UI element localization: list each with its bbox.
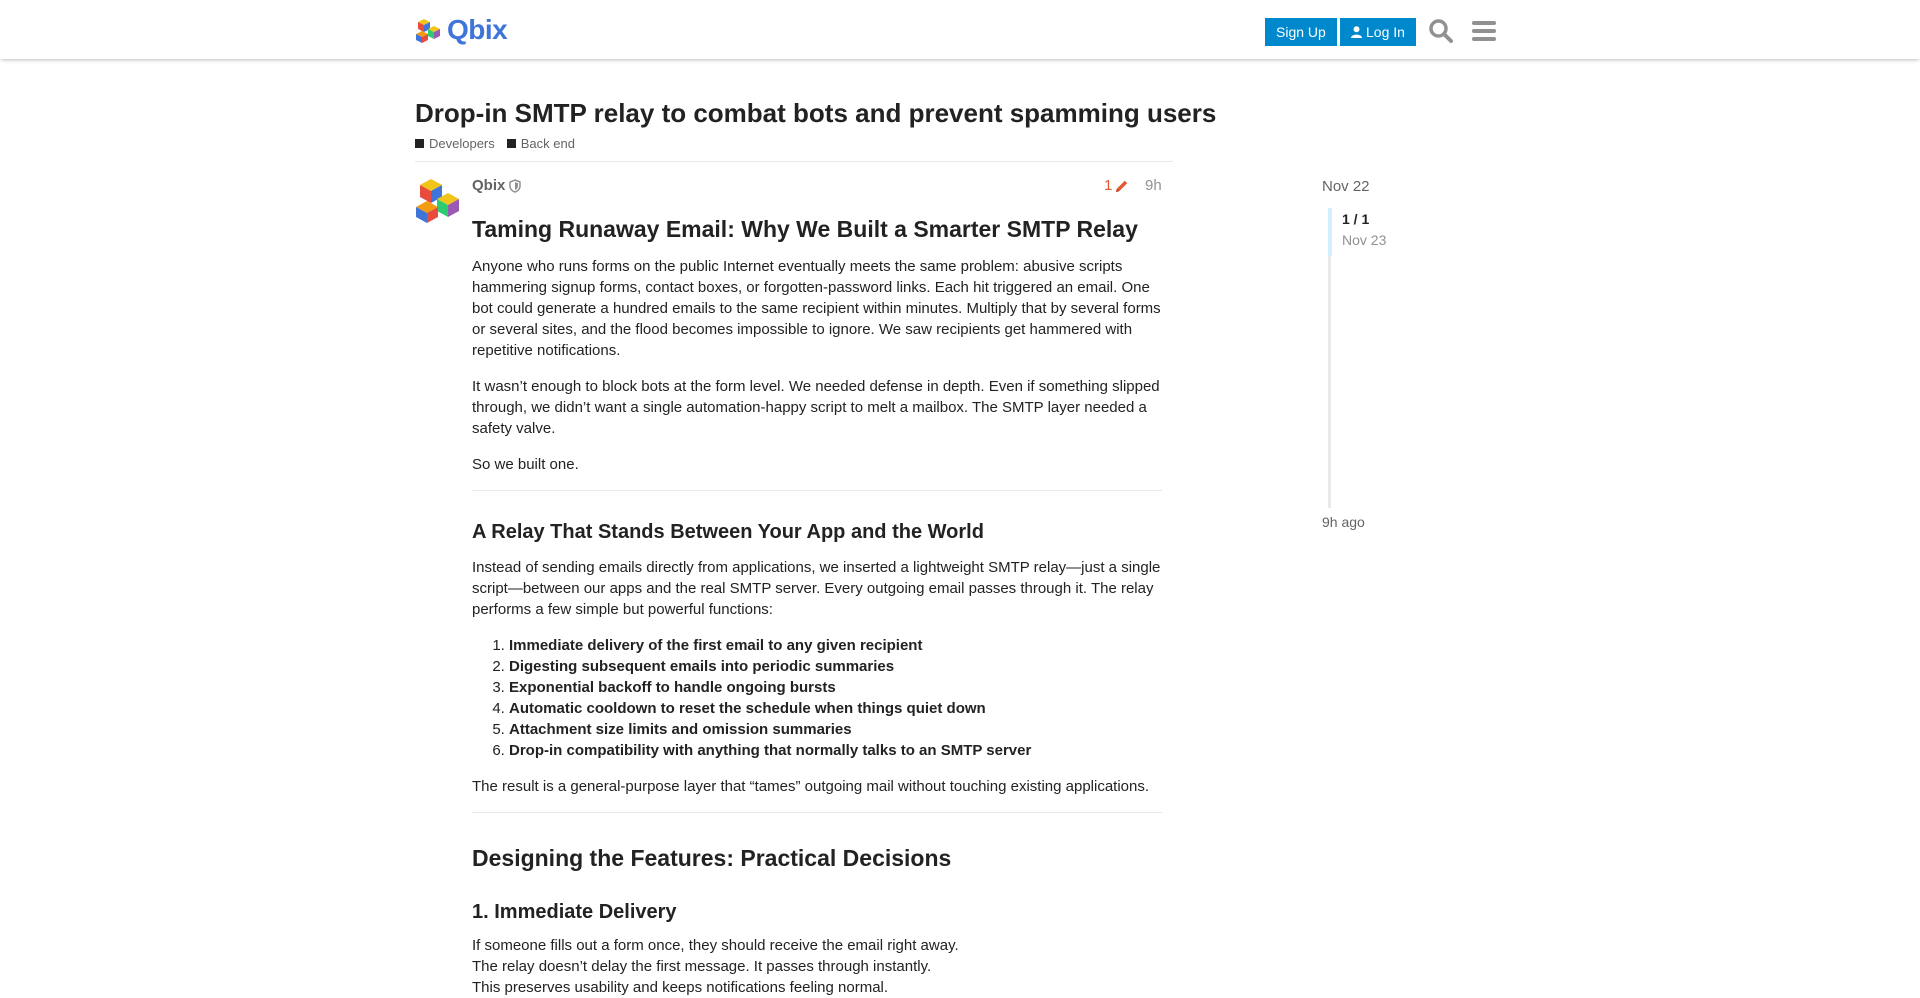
timeline-scroll-handle[interactable] xyxy=(1328,208,1332,256)
post-edits[interactable] xyxy=(1104,177,1129,194)
list-item: 1. Immediate delivery of the first email to any given recipient xyxy=(509,635,1162,656)
topic-title[interactable]: Drop-in SMTP relay to combat bots and prevent spamming users xyxy=(415,98,1217,128)
pencil-icon xyxy=(1115,179,1129,193)
feature-list xyxy=(472,635,1162,761)
post-content xyxy=(472,210,1162,998)
category-developers[interactable] xyxy=(415,136,495,151)
user-icon xyxy=(1351,26,1362,38)
list-item: 6. Drop-in compatibility with anything that normally talks to an SMTP server xyxy=(509,740,1162,761)
timeline-end-date[interactable]: 9h ago xyxy=(1322,514,1365,530)
category-label: Back end xyxy=(520,136,575,151)
post-age[interactable]: 9h xyxy=(1145,177,1162,194)
post-paragraph: Instead of sending emails directly from applications, we inserted a lightweight SMTP relay—just a single script—between our apps and the real SMTP server. Every outgoing email passes through it. The relay performs a few simple but powerful functions: xyxy=(472,559,1161,618)
timeline-current-date: Nov 23 xyxy=(1342,232,1387,248)
edit-count: 1 xyxy=(1104,177,1113,194)
section-divider xyxy=(472,812,1162,813)
paragraph-lines xyxy=(472,935,1162,998)
site-logo[interactable] xyxy=(415,14,507,46)
post-paragraph: Anyone who runs forms on the public Internet eventually meets the same problem: abusive scripts hammering signup forms, contact boxes, or forgotten-password links. Each hit triggered an email. One bot could generate a hundred emails to the same recipient within minutes. Multiply that by several forms or several sites, and the flood becomes impossible to ignore. We saw recipients get hammered with repetitive notifications. xyxy=(472,258,1161,359)
list-item: 4. Automatic cooldown to reset the schedule when things quiet down xyxy=(509,698,1162,719)
logo-text: Qbix xyxy=(447,14,508,45)
timeline-start-date[interactable]: Nov 22 xyxy=(1322,178,1370,195)
site-header xyxy=(0,0,1920,59)
section-heading: A Relay That Stands Between Your App and the World xyxy=(472,521,984,543)
category-color-badge xyxy=(415,139,424,148)
shield-icon xyxy=(509,179,521,193)
post-paragraph: It wasn’t enough to block bots at the form level. We needed defense in depth. Even if something slipped through, we didn’t want a single automation-happy script to melt a mailbox. The SMTP layer needed a safety valve. xyxy=(472,378,1160,437)
qbix-cube-icon xyxy=(415,17,443,43)
category-label: Developers xyxy=(429,136,495,151)
section-heading: Designing the Features: Practical Decisions xyxy=(472,845,952,871)
post-meta xyxy=(472,177,1162,197)
post-heading: Taming Runaway Email: Why We Built a Smarter SMTP Relay xyxy=(472,216,1138,242)
header-wrap xyxy=(415,0,1497,59)
post-line: The relay doesn’t delay the first message. It passes through instantly. xyxy=(472,958,932,975)
post-paragraph: The result is a general-purpose layer that “tames” outgoing mail without touching existing applications. xyxy=(472,778,1150,795)
category-back-end[interactable] xyxy=(507,136,575,151)
topic-categories xyxy=(415,136,1515,151)
topic-title-area xyxy=(415,96,1515,151)
post-line: If someone fills out a form once, they should receive the email right away. xyxy=(472,937,959,954)
post-line: This preserves usability and keeps notifications feeling normal. xyxy=(472,979,889,996)
log-in-label: Log In xyxy=(1366,24,1405,40)
category-color-badge xyxy=(507,139,516,148)
section-divider xyxy=(472,490,1162,491)
avatar[interactable] xyxy=(415,177,461,223)
subsection-heading: 1. Immediate Delivery xyxy=(472,901,677,923)
list-item: 3. Exponential backoff to handle ongoing bursts xyxy=(509,677,1162,698)
topic-divider xyxy=(415,161,1173,162)
search-icon[interactable] xyxy=(1425,15,1457,47)
post-paragraph: So we built one. xyxy=(472,456,579,473)
hamburger-menu-icon[interactable] xyxy=(1468,15,1500,47)
timeline-post-count: 1 / 1 xyxy=(1342,211,1370,227)
list-item: 2. Digesting subsequent emails into periodic summaries xyxy=(509,656,1162,677)
sign-up-button[interactable]: Sign Up xyxy=(1265,18,1337,46)
list-item: 5. Attachment size limits and omission summaries xyxy=(509,719,1162,740)
post-username[interactable]: Qbix xyxy=(472,177,506,194)
log-in-button[interactable] xyxy=(1340,18,1416,46)
